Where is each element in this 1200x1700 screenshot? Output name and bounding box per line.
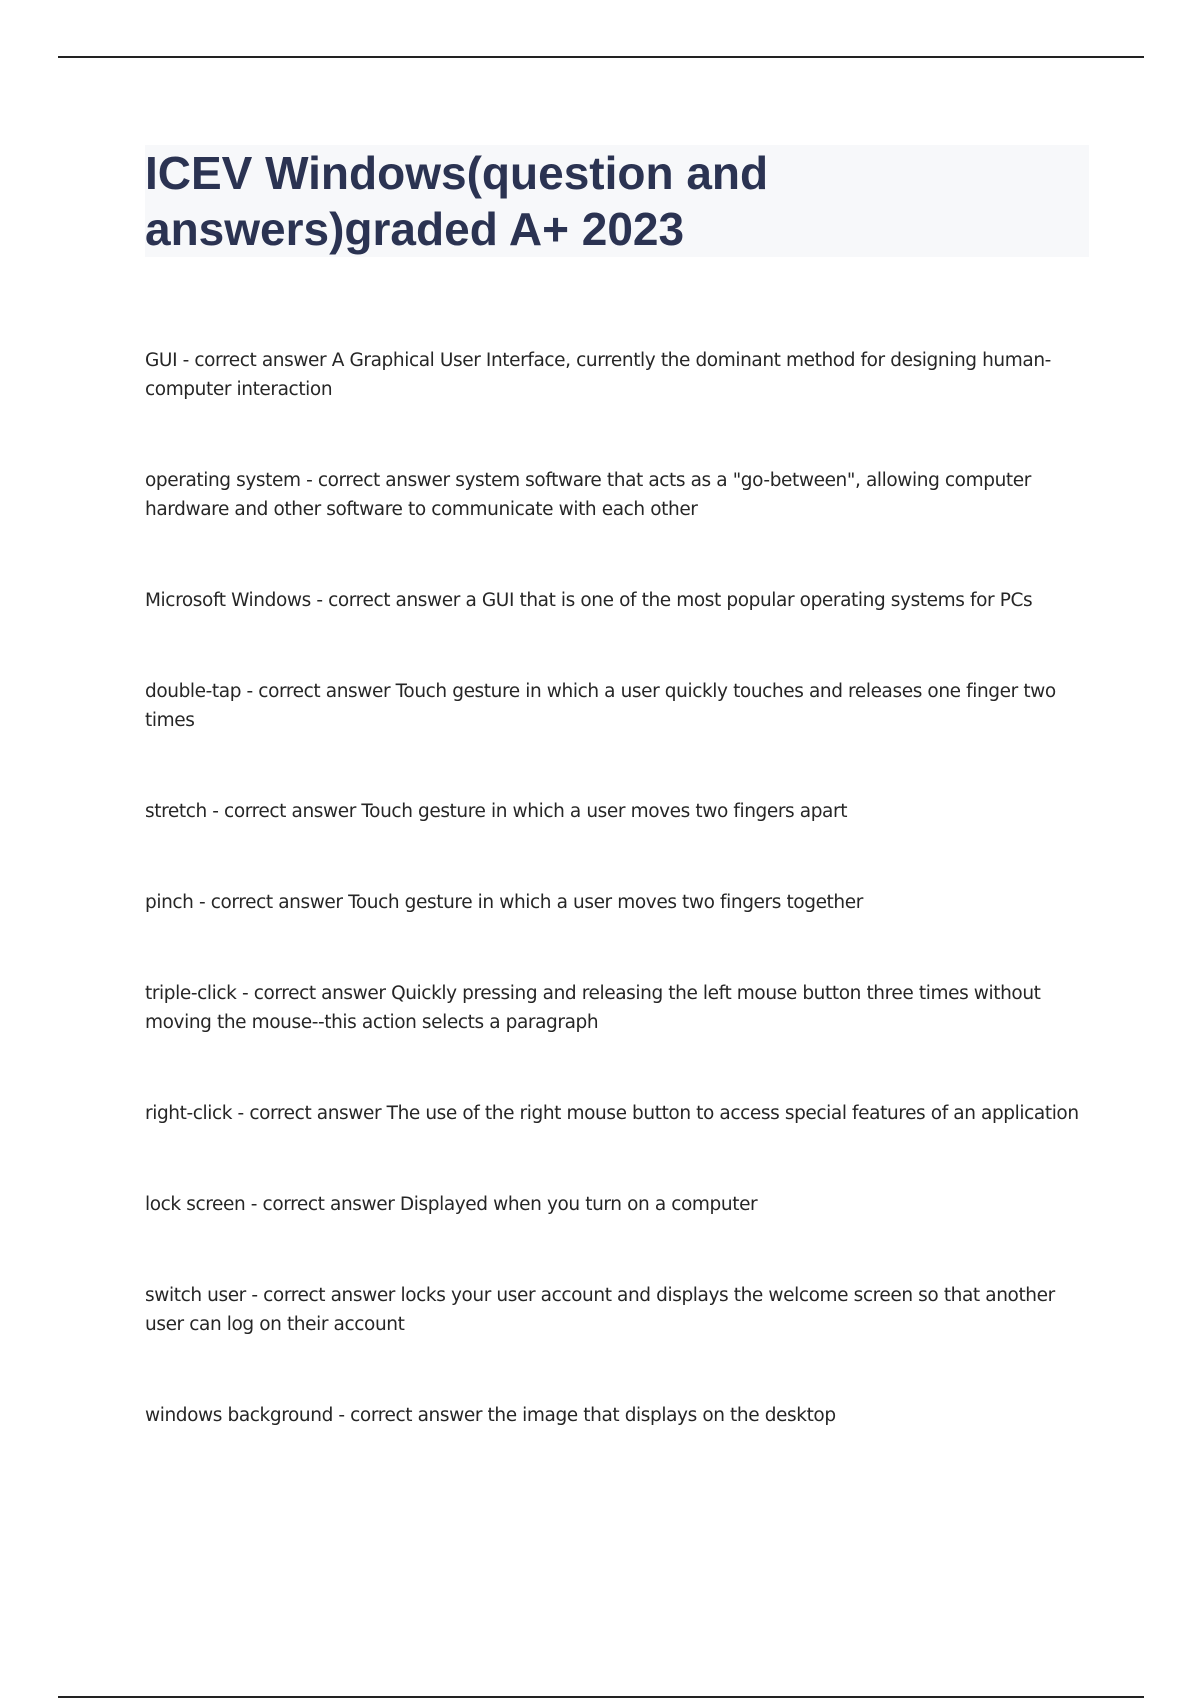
entry-windows-background: windows background - correct answer the image that displays on the desktop [145, 1405, 836, 1426]
flashcard-list [145, 346, 1095, 1430]
entry-right-click: right-click - correct answer The use of the right mouse button to access special features of an application [145, 1103, 1079, 1124]
entry-pinch: pinch - correct answer Touch gesture in which a user moves two fingers together [145, 892, 863, 913]
entry-operating-system: operating system - correct answer system software that acts as a "go-between", allowing computer hardware and other software to communicate with each other [145, 470, 1031, 520]
entry-gui: GUI - correct answer A Graphical User Interface, currently the dominant method for designing human-computer interaction [145, 350, 1051, 400]
top-divider [58, 56, 1144, 58]
document-title [145, 145, 1089, 257]
bottom-divider [58, 1696, 1144, 1698]
entry-microsoft-windows: Microsoft Windows - correct answer a GUI that is one of the most popular operating systems for PCs [145, 590, 1033, 611]
entry-switch-user: switch user - correct answer locks your user account and displays the welcome screen so that another user can log on their account [145, 1285, 1055, 1335]
entry-lock-screen: lock screen - correct answer Displayed when you turn on a computer [145, 1194, 758, 1215]
entry-triple-click: triple-click - correct answer Quickly pressing and releasing the left mouse button three times without moving the mouse--this action selects a paragraph [145, 983, 1041, 1033]
entry-stretch: stretch - correct answer Touch gesture in which a user moves two fingers apart [145, 801, 848, 822]
title-line-2: answers)graded A+ 2023 [145, 203, 685, 255]
title-block [145, 145, 1089, 257]
entry-double-tap: double-tap - correct answer Touch gesture in which a user quickly touches and releases one finger two times [145, 681, 1056, 731]
title-line-1: ICEV Windows(question and [145, 147, 769, 199]
